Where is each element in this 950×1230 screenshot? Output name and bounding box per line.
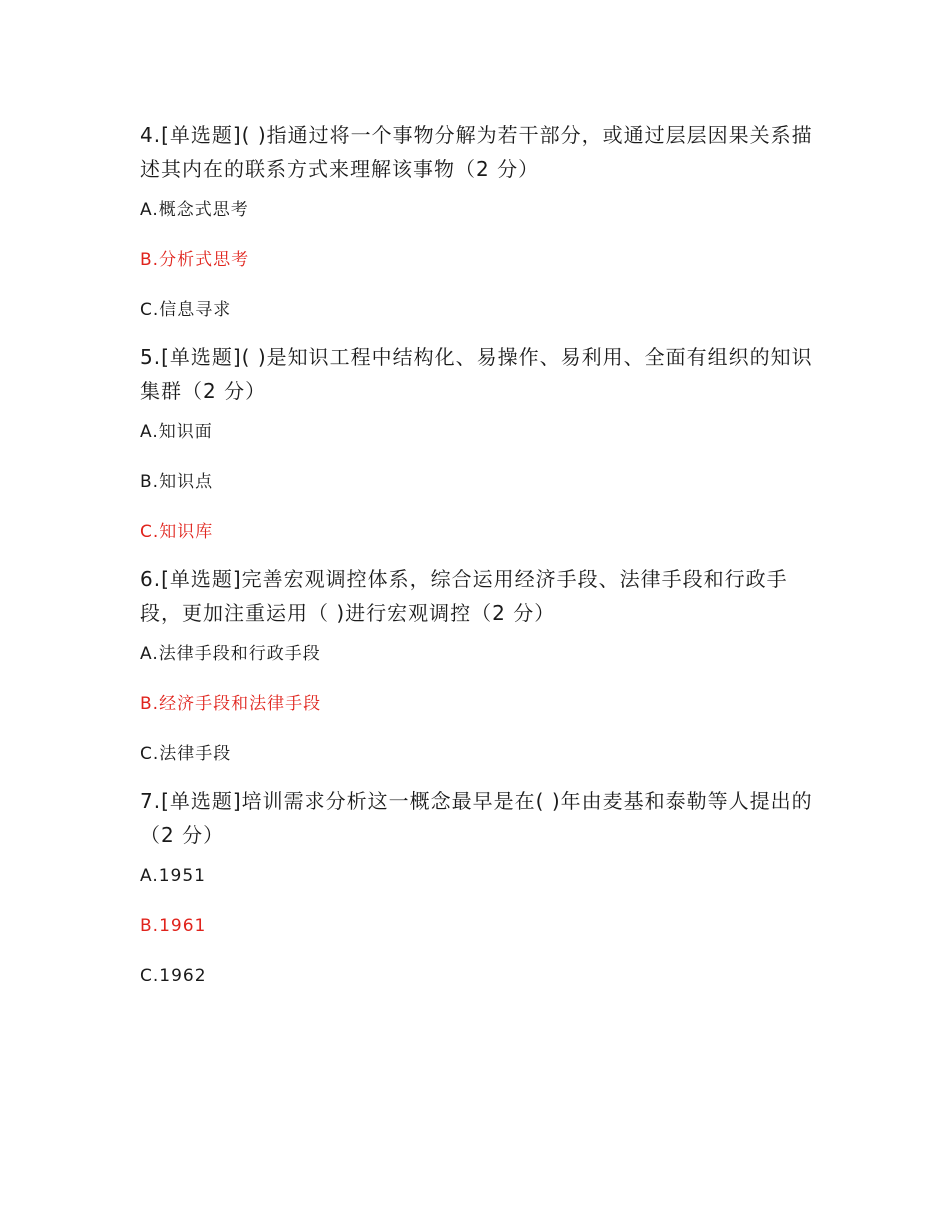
option-c-correct: C.知识库 (140, 522, 214, 542)
option-b-correct: B.分析式思考 (140, 250, 250, 270)
question-7 (140, 784, 820, 988)
option-a: A.1951 (140, 866, 206, 886)
document-page (140, 118, 820, 1006)
option-c: C.信息寻求 (140, 300, 232, 320)
option-b: B.知识点 (140, 472, 214, 492)
question-text: 4.[单选题]( )指通过将一个事物分解为若干部分，或通过层层因果关系描述其内在的联系方式来理解该事物（2 分） (140, 123, 813, 181)
question-text: 5.[单选题]( )是知识工程中结构化、易操作、易利用、全面有组织的知识集群（2 分） (140, 345, 813, 403)
question-6 (140, 562, 820, 766)
option-a: A.概念式思考 (140, 200, 249, 220)
question-4 (140, 118, 820, 322)
question-text: 7.[单选题]培训需求分析这一概念最早是在( )年由麦基和泰勒等人提出的（2 分） (140, 789, 813, 847)
question-5 (140, 340, 820, 544)
option-a: A.知识面 (140, 422, 213, 442)
option-b-correct: B.经济手段和法律手段 (140, 694, 322, 714)
question-text: 6.[单选题]完善宏观调控体系，综合运用经济手段、法律手段和行政手段，更加注重运用（ )进行宏观调控（2 分） (140, 567, 788, 625)
option-c: C.法律手段 (140, 744, 232, 764)
option-c: C.1962 (140, 966, 207, 986)
option-b-correct: B.1961 (140, 916, 207, 936)
option-a: A.法律手段和行政手段 (140, 644, 321, 664)
